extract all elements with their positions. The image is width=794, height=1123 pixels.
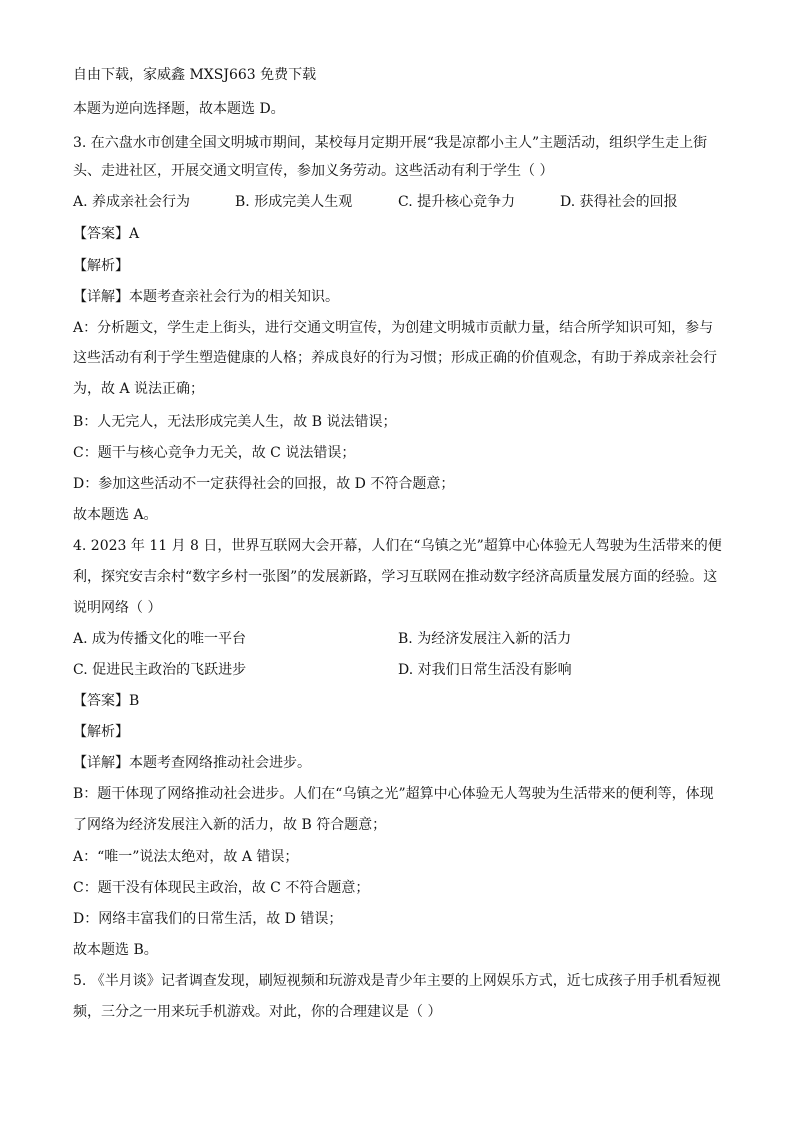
q3-stem-line2: 头、走进社区，开展交通文明宣传，参加义务劳动。这些活动有利于学生（ ） (73, 163, 554, 179)
q3-option-d: D. 获得社会的回报 (560, 194, 678, 210)
q5-stem-line1: 5. 《半月谈》记者调查发现，刷短视频和玩游戏是青少年主要的上网娱乐方式，近七成孩子用手机看短视 (73, 973, 721, 989)
q4-stem-line3: 说明网络（ ） (73, 600, 162, 616)
q3-analysis-title: 【解析】 (73, 258, 129, 274)
q3-conclusion: 故本题选 A。 (73, 507, 158, 523)
q3-analysis-c: C：题干与核心竞争力无关，故 C 说法错误； (73, 445, 356, 461)
q4-conclusion: 故本题选 B。 (73, 942, 158, 958)
q4-stem-line2: 利，探究安吉余村“数字乡村一张图”的发展新路，学习互联网在推动数字经济高质量发展方面的经验。这 (73, 569, 718, 585)
q3-analysis-a-line3: 为，故 A 说法正确； (73, 381, 205, 397)
q3-analysis-a-line2: 这些活动有利于学生塑造健康的人格；养成良好的行为习惯；形成正确的价值观念，有助于养成亲社会行 (73, 350, 717, 366)
q3-answer: 【答案】A (73, 226, 140, 242)
q3-option-c: C. 提升核心竞争力 (398, 194, 516, 210)
q3-detail: 【详解】本题考查亲社会行为的相关知识。 (73, 289, 339, 305)
q3-option-a: A. 养成亲社会行为 (73, 194, 191, 210)
q4-option-a: A. 成为传播文化的唯一平台 (73, 631, 247, 647)
q4-detail: 【详解】本题考查网络推动社会进步。 (73, 755, 311, 771)
q4-analysis-title: 【解析】 (73, 724, 129, 740)
page-header-note: 自由下载，家威鑫 MXSJ663 免费下载 (73, 67, 317, 83)
q4-analysis-d: D：网络丰富我们的日常生活，故 D 错误； (73, 911, 343, 927)
q3-analysis-a-line1: A：分析题文，学生走上街头，进行交通文明宣传，为创建文明城市贡献力量，结合所学知识可知，参与 (73, 320, 714, 336)
q4-option-b: B. 为经济发展注入新的活力 (398, 631, 572, 647)
q4-option-c: C. 促进民主政治的飞跃进步 (73, 662, 247, 678)
q4-analysis-c: C：题干没有体现民主政治，故 C 不符合题意； (73, 880, 370, 896)
q3-analysis-d: D：参加这些活动不一定获得社会的回报，故 D 不符合题意； (73, 476, 455, 492)
q3-stem-line1: 3. 在六盘水市创建全国文明城市期间，某校每月定期开展“我是凉都小主人”主题活动，组织学生走上街 (73, 135, 708, 151)
q4-analysis-a: A：“唯一”说法太绝对，故 A 错误； (73, 849, 299, 865)
q2-conclusion: 本题为逆向选择题，故本题选 D。 (73, 101, 285, 117)
q5-stem-line2: 频，三分之一用来玩手机游戏。对此，你的合理建议是（ ） (73, 1004, 442, 1020)
q4-analysis-b-line1: B：题干体现了网络推动社会进步。人们在“乌镇之光”超算中心体验无人驾驶为生活带来的便利等，体现 (73, 786, 714, 802)
q3-analysis-b: B：人无完人，无法形成完美人生，故 B 说法错误； (73, 414, 397, 430)
q4-option-d: D. 对我们日常生活没有影响 (398, 662, 572, 678)
q3-option-b: B. 形成完美人生观 (235, 194, 353, 210)
q4-analysis-b-line2: 了网络为经济发展注入新的活力，故 B 符合题意； (73, 817, 387, 833)
q4-stem-line1: 4. 2023 年 11 月 8 日，世界互联网大会开幕，人们在“乌镇之光”超算中心体验无人驾驶为生活带来的便 (73, 538, 722, 554)
q4-answer: 【答案】B (73, 693, 140, 709)
